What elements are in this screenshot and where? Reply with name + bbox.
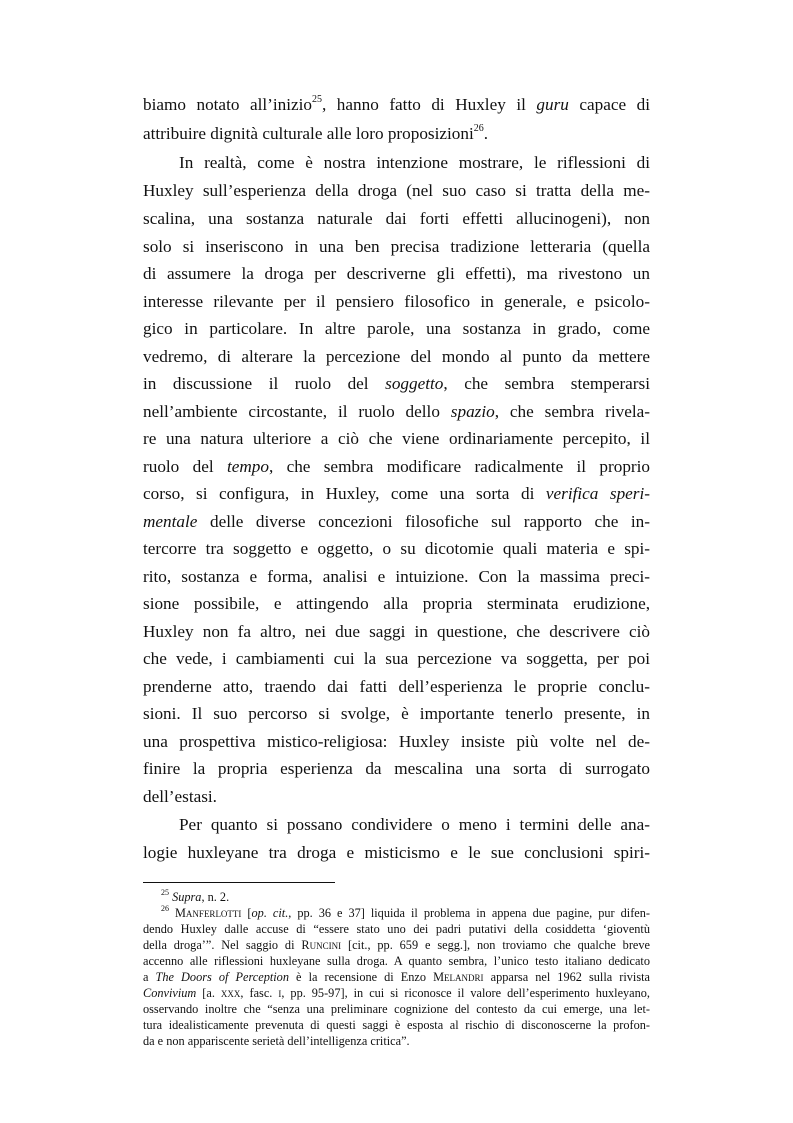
footnote-26-line: Convivium [a. xxx, fasc. i, pp. 95-97], in cui si riconosce il valore dell’esperimento huxleyano, (143, 986, 650, 1000)
body-line: solo si inseriscono in una ben precisa tradizione letteraria (quella (143, 237, 650, 256)
body-line: mentale delle diverse concezioni filosofiche sul rapporto che in- (143, 512, 650, 531)
footnote-26-line: della droga’”. Nel saggio di Runcini [cit., pp. 659 e segg.], non troviamo che qualche breve (143, 938, 650, 952)
footnote-26-line: osservando inoltre che “senza una preliminare cognizione del contesto da cui emerge, una let- (143, 1002, 650, 1016)
body-line: interesse rilevante per il pensiero filosofico in generale, e psicolo- (143, 292, 650, 311)
body-line: dell’estasi. (143, 787, 217, 806)
body-line: prenderne atto, traendo dai fatti dell’esperienza le proprie conclu- (143, 677, 650, 696)
body-line: di assumere la droga per descriverne gli effetti), ma rivestono un (143, 264, 650, 283)
body-line: rito, sostanza e forma, analisi e intuizione. Con la massima preci- (143, 567, 650, 586)
footnote-ref-26[interactable]: 26 (473, 123, 484, 135)
body-line: tercorre tra soggetto e oggetto, o su dicotomie quali materia e spi- (143, 539, 650, 558)
footnote-26-line: $^{26}$ Manferlotti [op. cit., pp. 36 e 37] liquida il problema in appena due pagine, pur difen- (161, 903, 650, 920)
footnote-26-line: a The Doors of Perception è la recensione di Enzo Melandri apparsa nel 1962 sulla rivista (143, 970, 650, 984)
footnote-ref-25[interactable]: 25 (312, 94, 322, 106)
footnote-26-line: da e non appariscente serietà dell’intelligenza critica”. (143, 1034, 410, 1048)
footnote-26-line: dendo Huxley dalle accuse di “essere stato uno dei padri putativi della cosiddetta ‘gioventù (143, 922, 650, 936)
body-line: Huxley sull’esperienza della droga (nel suo caso si tratta della me- (143, 181, 650, 200)
footnote-25: $^{25}$ Supra, n. 2. (161, 887, 230, 904)
body-line: biamo notato all’inizio$^{25}$, hanno fatto di Huxley il guru capace di (143, 94, 651, 114)
footnote-26-line: accenno alle riflessioni huxleyane sulla droga. A quanto sembra, l’unico testo italiano dedicato (143, 954, 650, 968)
body-line: In realtà, come è nostra intenzione mostrare, le riflessioni di (179, 153, 650, 172)
body-line: finire la propria esperienza da mescalina una sorta di surrogato (143, 759, 650, 778)
body-line: nell’ambiente circostante, il ruolo dello spazio, che sembra rivela- (143, 402, 650, 421)
body-line: corso, si configura, in Huxley, come una sorta di verifica speri- (143, 484, 650, 503)
body-line: re una natura ulteriore a ciò che viene ordinariamente percepito, il (143, 429, 650, 448)
footnote-26-line: tura idealisticamente prevenuta di questi saggi è esposta al rischio di disconoscerne la profon- (143, 1018, 650, 1032)
body-line: attribuire dignità culturale alle loro proposizioni$^{26}$. (143, 123, 489, 143)
body-line: gico in particolare. In altre parole, una sostanza in grado, come (143, 319, 650, 338)
body-line: in discussione il ruolo del soggetto, che sembra stemperarsi (143, 374, 650, 393)
body-line: vedremo, di alterare la percezione del mondo al punto da mettere (143, 347, 650, 366)
body-line: logie huxleyane tra droga e misticismo e le sue conclusioni spiri- (143, 843, 650, 862)
body-line: ruolo del tempo, che sembra modificare radicalmente il proprio (143, 457, 651, 476)
body-line: sione possibile, e attingendo alla propria sterminata erudizione, (143, 594, 650, 613)
body-line: sioni. Il suo percorso si svolge, è importante tenerlo presente, in (143, 704, 650, 723)
footnote-separator (143, 882, 335, 883)
body-line: una prospettiva mistico-religiosa: Huxley insiste più volte nel de- (143, 732, 650, 751)
body-line: Huxley non fa altro, nei due saggi in questione, che descrivere ciò (143, 622, 650, 641)
body-line: scalina, una sostanza naturale dai forti effetti allucinogeni), non (143, 209, 650, 228)
body-line: Per quanto si possano condividere o meno i termini delle ana- (179, 815, 650, 834)
body-line: che vede, i cambiamenti cui la sua percezione va soggetta, per poi (143, 649, 650, 668)
